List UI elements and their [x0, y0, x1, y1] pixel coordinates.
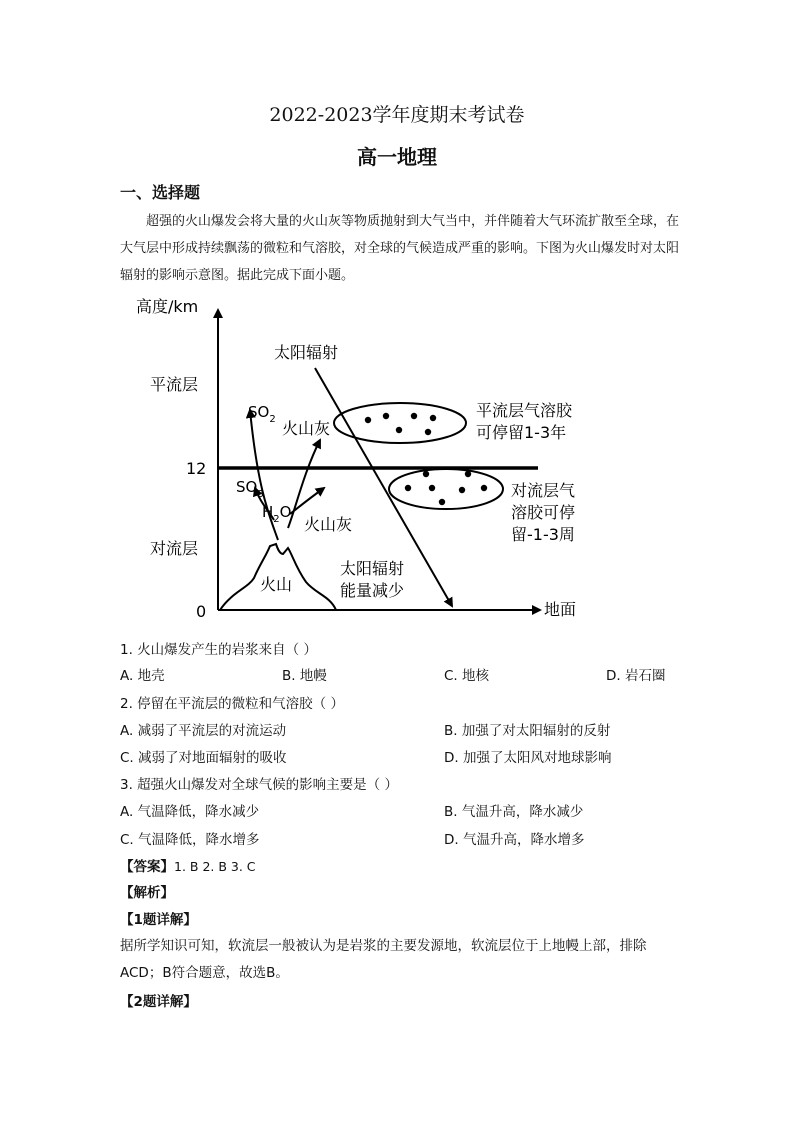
aerosol-dot	[396, 427, 402, 433]
aerosol-dot	[423, 471, 429, 477]
aerosol-dot	[465, 471, 471, 477]
section-heading: 一、选择题	[120, 183, 201, 202]
aerosol-dot	[425, 429, 431, 435]
aerosol-dot	[439, 499, 445, 505]
reduced-label-2: 能量减少	[340, 581, 405, 600]
aerosol-dot	[405, 485, 411, 491]
q3-option-b: B. 气温升高，降水减少	[444, 804, 584, 820]
q2-analysis-heading-text: 【2题详解】	[120, 994, 197, 1010]
solar-radiation-label: 太阳辐射	[274, 343, 339, 362]
aerosol-dot	[429, 485, 435, 491]
q2-option-c: C. 减弱了对地面辐射的吸收	[120, 750, 287, 766]
so2-text: SO	[248, 403, 270, 421]
q1-option-c: C. 地核	[444, 668, 490, 684]
reduced-label-1: 太阳辐射	[340, 559, 405, 578]
h2o-label	[262, 503, 291, 525]
answer-line	[120, 855, 256, 875]
ash-lower-label: 火山灰	[304, 515, 353, 534]
q3-option-d: D. 气温升高，降水增多	[444, 832, 585, 848]
h2o-subscript: 2	[273, 514, 280, 525]
so2-subscript: 2	[269, 414, 276, 425]
q1-option-b: B. 地幔	[282, 668, 327, 684]
answer-values: 1. B 2. B 3. C	[174, 859, 256, 874]
so3-text: SO	[236, 478, 258, 496]
volcano-diagram	[120, 292, 600, 627]
h2o-h: H	[262, 503, 274, 521]
question-1-stem: 1. 火山爆发产生的岩浆来自（ ）	[120, 642, 317, 658]
q2-option-d: D. 加强了太阳风对地球影响	[444, 750, 612, 766]
intro-text: 超强的火山爆发会将大量的火山灰等物质抛射到大气当中，并伴随着大气环流扩散至全球，在大气层中形成持续飘荡的微粒和气溶胶，对全球的气候造成严重的影响。下图为火山爆发时对太阳辐射的影响示意图。据此完成下面小题。	[120, 214, 680, 283]
q1-option-a: A. 地壳	[120, 668, 165, 684]
q2-option-b: B. 加强了对太阳辐射的反射	[444, 723, 611, 739]
aerosol-dot	[481, 485, 487, 491]
aerosol-dot	[411, 413, 417, 419]
stratosphere-label: 平流层	[150, 375, 199, 394]
q1-analysis-heading	[120, 908, 197, 928]
page-subtitle: 高一地理	[357, 145, 437, 169]
aerosol-dot	[383, 413, 389, 419]
x-axis-label: 地面	[544, 600, 577, 619]
boundary-label: 12	[186, 459, 207, 478]
q2-analysis-heading	[120, 990, 197, 1010]
q1-option-d: D. 岩石圈	[606, 668, 666, 684]
troposphere-label: 对流层	[150, 539, 199, 558]
q3-option-c: C. 气温降低，降水增多	[120, 832, 260, 848]
q1-analysis-heading-text: 【1题详解】	[120, 912, 197, 928]
page-title: 2022-2023学年度期末考试卷	[269, 104, 525, 126]
h2o-o: O	[279, 503, 292, 521]
aerosol-dot	[365, 417, 371, 423]
intro-paragraph	[120, 208, 680, 289]
stratosphere-aerosol-label-1: 平流层气溶胶	[476, 401, 573, 420]
analysis-label-text: 【解析】	[120, 885, 174, 901]
question-2-stem: 2. 停留在平流层的微粒和气溶胶（ ）	[120, 696, 344, 712]
question-3-stem: 3. 超强火山爆发对全球气候的影响主要是（ ）	[120, 777, 398, 793]
analysis-label	[120, 881, 174, 901]
troposphere-aerosol-label-2: 溶胶可停	[511, 503, 576, 522]
troposphere-aerosol-label-1: 对流层气	[511, 481, 576, 500]
q2-option-a: A. 减弱了平流层的对流运动	[120, 723, 287, 739]
ash-upper-label: 火山灰	[282, 419, 331, 438]
aerosol-dot	[430, 415, 436, 421]
y-axis-label: 高度/km	[136, 297, 199, 316]
q1-analysis-text: 据所学知识可知，软流层一般被认为是岩浆的主要发源地，软流层位于上地幔上部，排除ACD；B符合题意，故选B。	[120, 938, 647, 981]
answer-label: 【答案】	[120, 859, 174, 875]
q3-option-a: A. 气温降低，降水减少	[120, 804, 260, 820]
troposphere-aerosol-label-3: 留-1-3周	[511, 525, 575, 544]
volcano-label: 火山	[260, 575, 293, 594]
origin-label: 0	[196, 602, 207, 621]
stratosphere-aerosol-label-2: 可停留1-3年	[476, 423, 567, 442]
so3-subscript: 3	[257, 489, 264, 500]
ash-lower-arrow	[290, 488, 324, 514]
stratosphere-aerosol-ellipse	[334, 403, 466, 443]
aerosol-dot	[459, 487, 465, 493]
